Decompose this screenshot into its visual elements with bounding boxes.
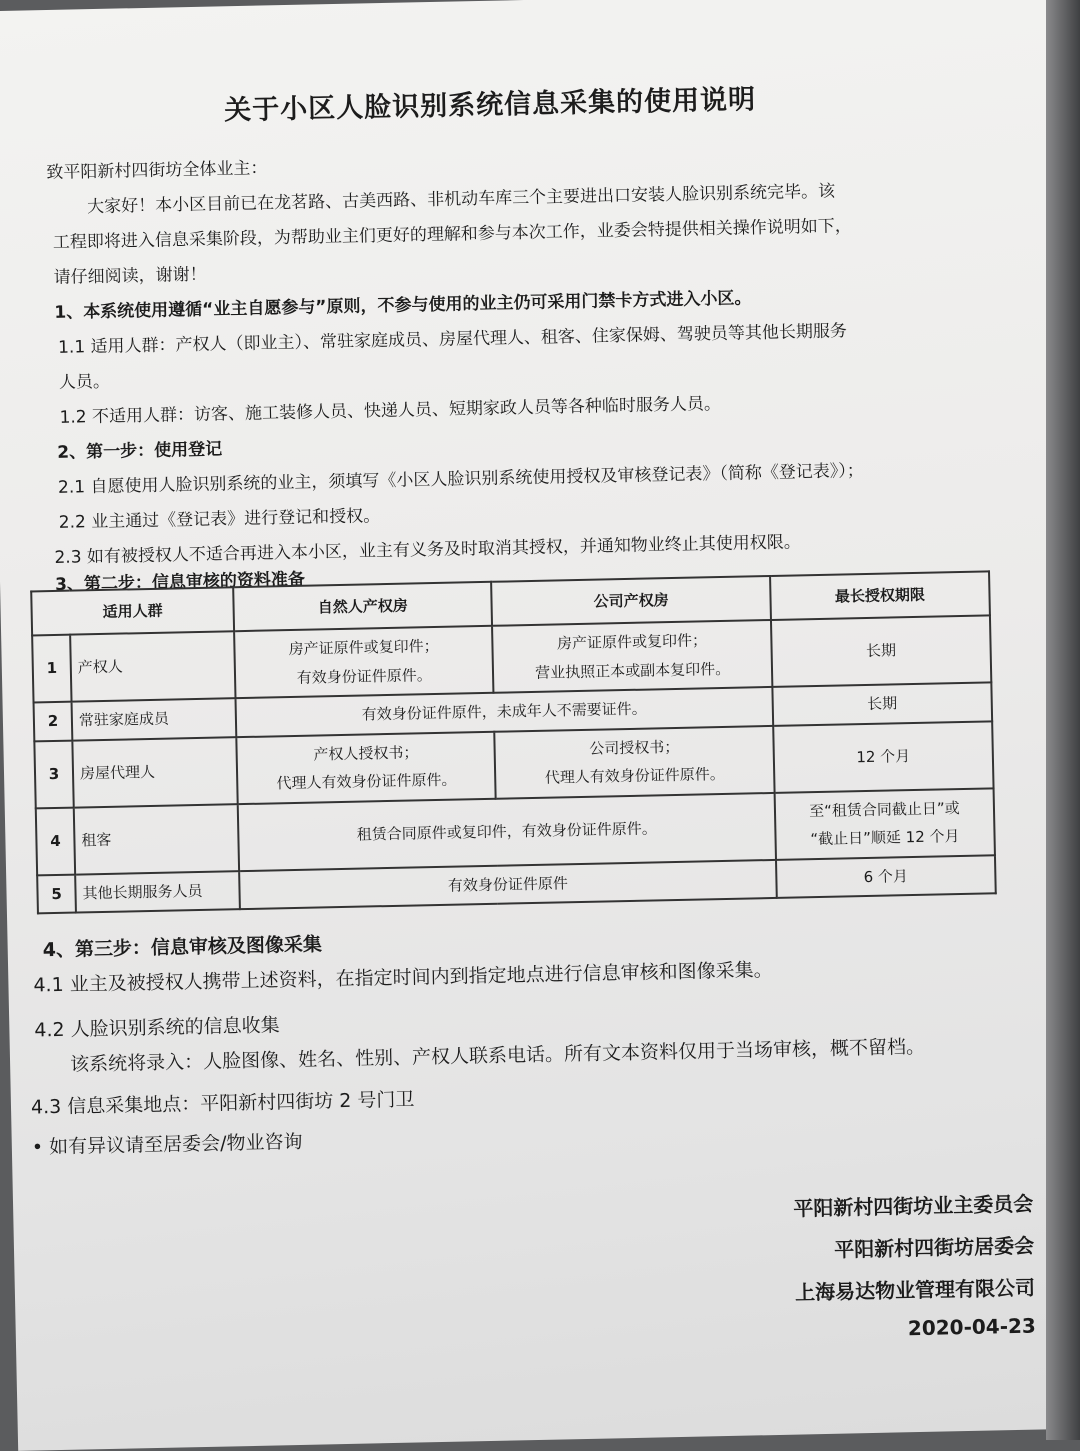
- item-4-2-detail: 该系统将录入：人脸图像、姓名、性别、产权人联系电话。所有文本资料仅用于当场审核，概不留档。: [69, 1035, 926, 1076]
- row-group: 其他长期服务人员: [75, 871, 240, 913]
- row-number: 4: [36, 807, 75, 875]
- document-date: 2020-04-23: [907, 1313, 1037, 1341]
- period-line: 至“租赁合同截止日”或: [808, 798, 960, 820]
- row-number: 2: [34, 702, 73, 741]
- greeting: 致平阳新村四街坊全体业主：: [46, 158, 268, 184]
- header-group: 适用人群: [31, 587, 234, 635]
- intro-line-1: 大家好！本小区目前已在龙茗路、古美西路、非机动车库三个主要进出口安装人脸识别系统完毕。该: [86, 181, 836, 218]
- row-period: 长期: [771, 615, 992, 687]
- signature-residents-committee: 平阳新村四街坊居委会: [833, 1233, 1035, 1262]
- item-1-2: 1.2 不适用人群：访客、施工装修人员、快递人员、短期家政人员等各种临时服务人员。: [59, 393, 722, 428]
- doc-line: 房产证原件或复印件；: [556, 631, 708, 653]
- intro-line-2: 工程即将进入信息采集阶段，为帮助业主们更好的理解和参与本次工作，业委会特提供相关操作说明如下，: [52, 216, 852, 253]
- natural-docs: [236, 731, 496, 803]
- period-line: “截止日”顺延 12 个月: [810, 827, 960, 849]
- doc-line: 产权人授权书；: [313, 742, 419, 764]
- merged-docs: 租赁合同原件或复印件，有效身份证件原件。: [238, 792, 776, 870]
- header-natural: 自然人产权房: [233, 582, 492, 631]
- row-group: 产权人: [70, 631, 235, 701]
- row-period: 长期: [772, 682, 992, 725]
- item-4-3: 4.3 信息采集地点：平阳新村四街坊 2 号门卫: [30, 1088, 415, 1119]
- header-period: 最长授权期限: [770, 571, 990, 620]
- item-2-3: 2.3 如有被授权人不适合再进入本小区，业主有义务及时取消其授权，并通知物业终止其使用权限。: [54, 532, 802, 568]
- row-group: 房屋代理人: [72, 737, 237, 807]
- doc-line: 有效身份证件原件。: [296, 665, 432, 687]
- merged-docs: 有效身份证件原件，未成年人不需要证件。: [235, 687, 773, 737]
- doc-line: 代理人有效身份证件原件。: [544, 764, 726, 787]
- row-group: 常驻家庭成员: [72, 698, 237, 740]
- item-4-2: 4.2 人脸识别系统的信息收集: [34, 1014, 280, 1042]
- header-company: 公司产权房: [492, 576, 771, 626]
- signature-property-company: 上海易达物业管理有限公司: [794, 1275, 1036, 1305]
- natural-docs: [234, 626, 494, 698]
- company-docs: [492, 620, 772, 693]
- row-period: 6 个月: [776, 855, 996, 898]
- row-group: 租客: [74, 804, 239, 874]
- row-number: 5: [37, 874, 76, 913]
- item-4-1: 4.1 业主及被授权人携带上述资料，在指定时间内到指定地点进行信息审核和图像采集。: [33, 959, 773, 997]
- section-1-heading: 1、本系统使用遵循“业主自愿参与”原则，不参与使用的业主仍可采用门禁卡方式进入小区。: [54, 288, 752, 323]
- row-period: 12 个月: [773, 721, 994, 793]
- intro-line-3: 请仔细阅读，谢谢！: [53, 264, 207, 288]
- signature-owners-committee: 平阳新村四街坊业主委员会: [793, 1191, 1034, 1221]
- section-2-heading: 2、第一步：使用登记: [57, 439, 223, 463]
- section-4-heading: 4、第三步：信息审核及图像采集: [42, 933, 323, 962]
- company-docs: [495, 725, 775, 798]
- item-2-2: 2.2 业主通过《登记表》进行登记和授权。: [58, 506, 381, 533]
- item-2-1: 2.1 自愿使用人脸识别系统的业主，须填写《小区人脸识别系统使用授权及审核登记表》（简称《登记表》）；: [57, 460, 865, 498]
- document-title: 关于小区人脸识别系统信息采集的使用说明: [223, 84, 757, 127]
- item-1-1-cont: 人员。: [58, 371, 111, 393]
- requirements-table: [30, 570, 997, 914]
- doc-line: 房产证原件或复印件；: [288, 636, 439, 659]
- doc-line: 代理人有效身份证件原件。: [276, 770, 457, 793]
- background-edge: [1046, 0, 1080, 1440]
- doc-line: 公司授权书；: [589, 737, 680, 758]
- section-3-heading: 3、第二步：信息审核的资料准备: [54, 569, 306, 595]
- doc-line: 营业执照正本或副本复印件。: [534, 659, 731, 682]
- row-period: [774, 788, 995, 860]
- note: • 如有异议请至居委会/物业咨询: [31, 1130, 303, 1159]
- merged-docs: 有效身份证件原件: [239, 859, 777, 909]
- row-number: 1: [32, 635, 71, 703]
- item-1-1: 1.1 适用人群：产权人（即业主）、常驻家庭成员、房屋代理人、租客、住家保姆、驾驶员等其他长期服务: [57, 321, 848, 358]
- row-number: 3: [34, 740, 73, 808]
